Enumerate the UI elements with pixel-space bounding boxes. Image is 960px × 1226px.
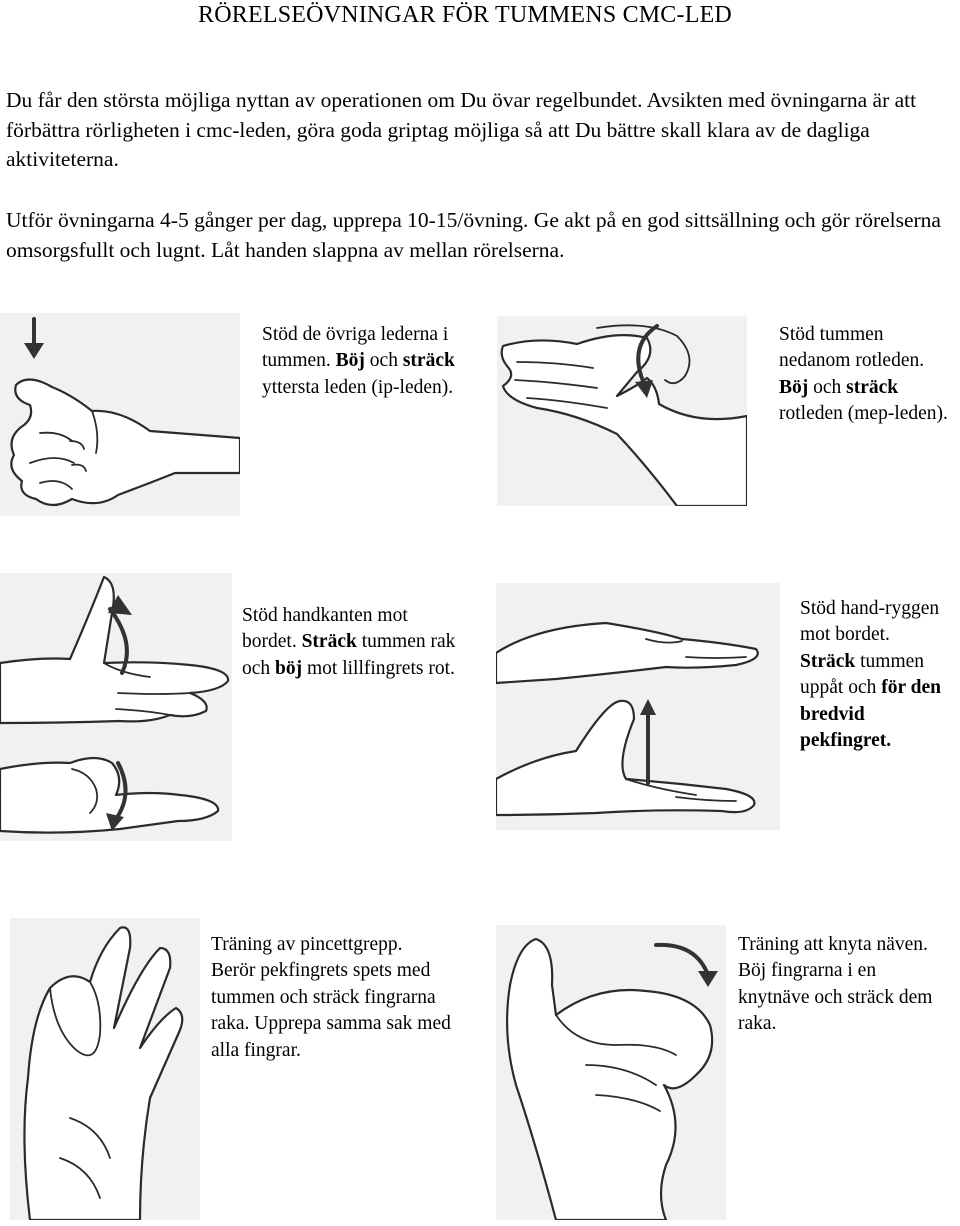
exercise-1-illustration xyxy=(0,313,240,516)
exercise-4-caption: Stöd hand-ryggen mot bordet. Sträck tummen uppåt och för den bredvid pekfingret. xyxy=(800,598,942,752)
exercise-6-caption: Träning att knyta näven. Böj fingrarna i en knytnäve och sträck dem raka. xyxy=(738,934,933,1035)
exercise-2-illustration xyxy=(497,316,747,506)
exercise-2-caption: Stöd tummen nedanom rotleden. Böj och sträck rotleden (mep-leden). xyxy=(779,324,948,425)
exercise-1-caption: Stöd de övriga lederna i tummen. Böj och sträck yttersta leden (ip-leden). xyxy=(262,324,455,398)
exercise-3-caption: Stöd handkanten mot bordet. Sträck tummen rak och böj mot lillfingrets rot. xyxy=(242,605,456,679)
exercise-5-caption: Träning av pincettgrepp. Berör pekfingrets spets med tummen och sträck fingrarna raka. Upprepa samma sak med alla fingrar. xyxy=(211,934,451,1061)
page-title: RÖRELSEÖVNINGAR FÖR TUMMENS CMC-LED xyxy=(198,2,732,28)
exercise-6-illustration xyxy=(496,925,726,1220)
exercise-4-illustration xyxy=(496,583,780,830)
intro-paragraph-1: Du får den största möjliga nyttan av operationen om Du övar regelbundet. Avsikten med övningarna är att förbättra rörligheten i cmc-leden, göra goda griptag möjliga så att Du bättre skall klara av de dagliga aktiviteterna. xyxy=(6,88,917,171)
exercise-3-illustration xyxy=(0,573,232,841)
exercise-5-illustration xyxy=(10,918,200,1220)
intro-paragraph-2: Utför övningarna 4-5 gånger per dag, upprepa 10-15/övning. Ge akt på en god sittsällning och gör rörelserna omsorgsfullt och lugnt. Låt handen slappna av mellan rörelserna. xyxy=(6,208,941,262)
